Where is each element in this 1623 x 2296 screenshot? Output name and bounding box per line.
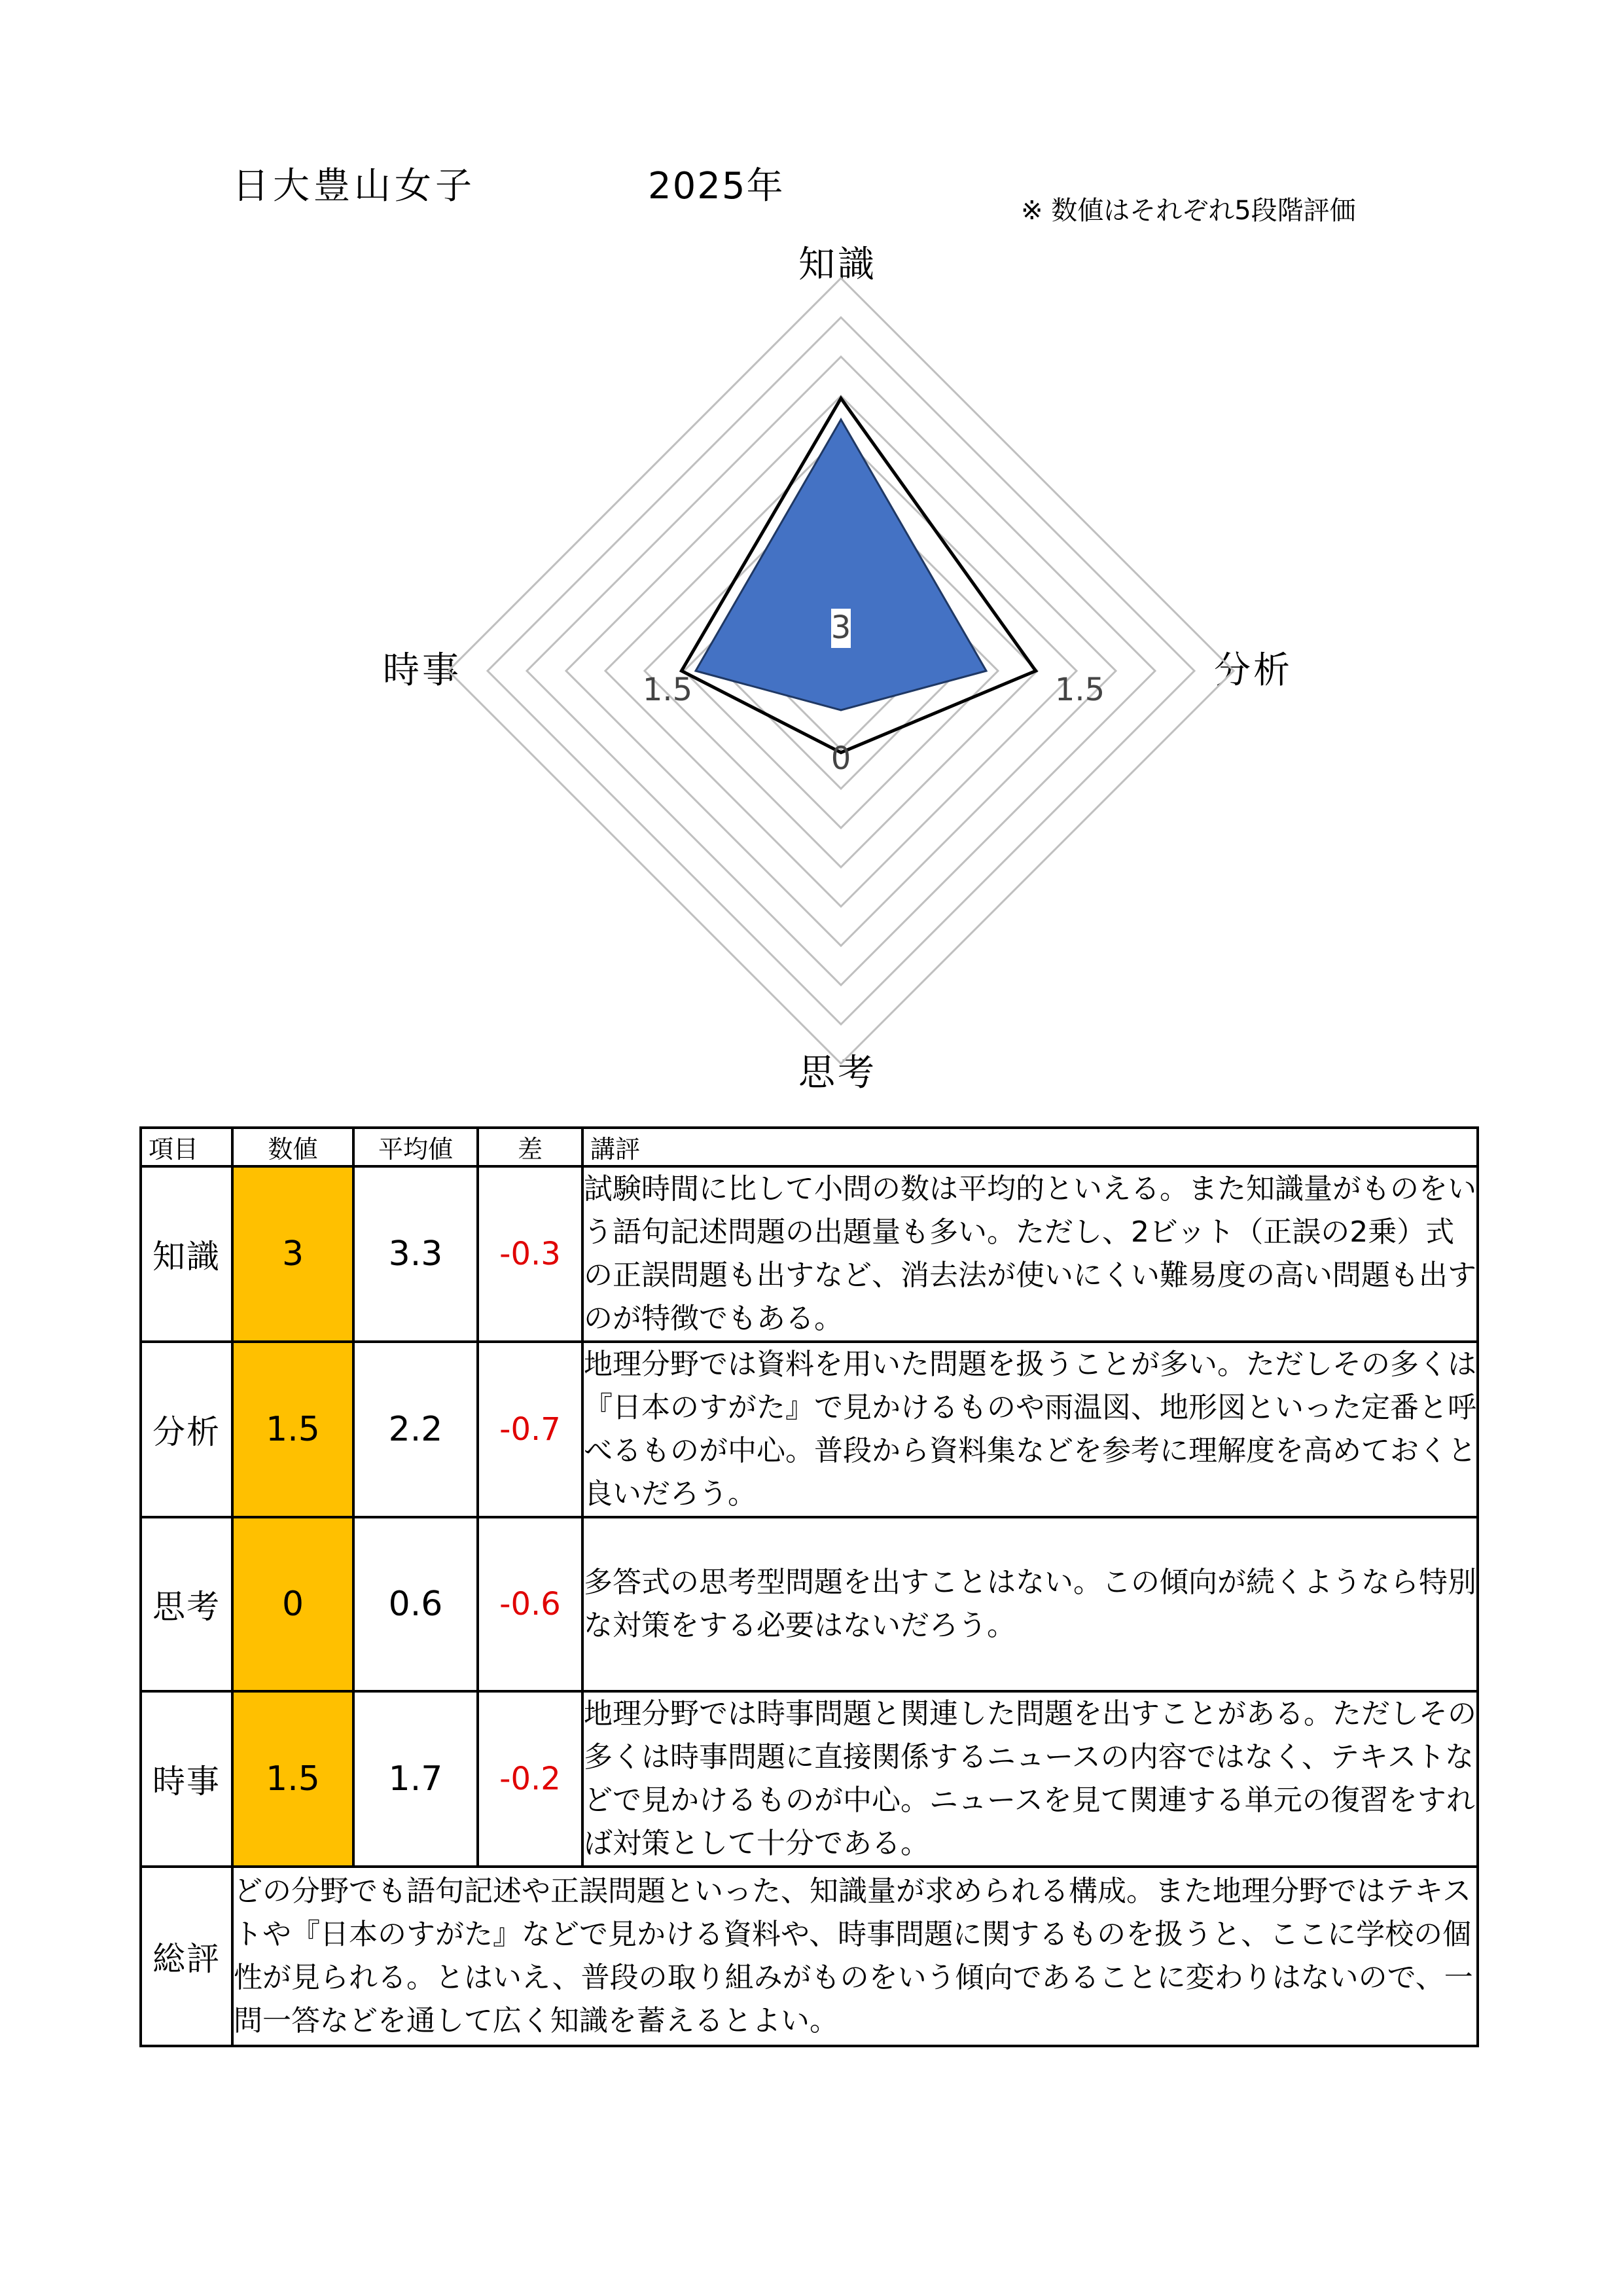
school-name: 日大豊山女子 xyxy=(232,165,476,207)
axis-label-analysis: 分析 xyxy=(1214,649,1293,692)
row-item: 時事 xyxy=(141,1691,232,1867)
header-comment: 講評 xyxy=(582,1128,1478,1166)
header-difference: 差 xyxy=(478,1128,582,1166)
summary-text: どの分野でも語句記述や正誤問題といった、知識量が求められる構成。また地理分野ではテキストや『日本のすがた』などで見かける資料や、時事問題に関するものを扱うと、ここに学校の個性が見られる。とはいえ、普段の取り組みがものをいう傾向であることに変わりはないので、一問一答などを通して広く知識を蓄えるとよい。 xyxy=(232,1867,1478,2046)
row-score: 3 xyxy=(232,1166,353,1342)
table-row xyxy=(141,1691,1478,1867)
row-difference: -0.7 xyxy=(478,1342,582,1517)
exam-year: 2025年 xyxy=(648,165,785,207)
row-comment: 試験時間に比して小問の数は平均的といえる。また知識量がものをいう語句記述問題の出題量も多い。ただし、2ビット（正誤の2乗）式の正誤問題も出すなど、消去法が使いにくい難易度の高い問題も出すのが特徴でもある。 xyxy=(582,1166,1478,1342)
row-comment: 地理分野では時事問題と関連した問題を出すことがある。ただしその多くは時事問題に直接関係するニュースの内容ではなく、テキストなどで見かけるものが中心。ニュースを見て関連する単元の復習をすれば対策として十分である。 xyxy=(582,1691,1478,1867)
table-header-row xyxy=(141,1128,1478,1166)
row-score: 1.5 xyxy=(232,1691,353,1867)
score-area xyxy=(696,420,986,710)
row-average: 1.7 xyxy=(353,1691,478,1867)
row-comment: 地理分野では資料を用いた問題を扱うことが多い。ただしその多くは『日本のすがた』で見かけるものや雨温図、地形図といった定番と呼べるものが中心。普段から資料集などを参考に理解度を高めておくと良いだろう。 xyxy=(582,1342,1478,1517)
summary-row xyxy=(141,1867,1478,2046)
tick-label-left: 1.5 xyxy=(642,672,693,708)
summary-label: 総評 xyxy=(141,1867,232,2046)
axis-label-knowledge: 知識 xyxy=(798,243,877,286)
header-item: 項目 xyxy=(141,1128,232,1166)
row-average: 0.6 xyxy=(353,1517,478,1691)
axis-label-current-affairs: 時事 xyxy=(383,649,461,692)
row-item: 知識 xyxy=(141,1166,232,1342)
axis-label-thinking: 思考 xyxy=(798,1052,877,1094)
row-average: 3.3 xyxy=(353,1166,478,1342)
evaluation-table xyxy=(139,1126,1479,2047)
tick-label-top: 3 xyxy=(830,609,851,646)
tick-label-right: 1.5 xyxy=(1054,672,1105,708)
table-row xyxy=(141,1166,1478,1342)
row-difference: -0.6 xyxy=(478,1517,582,1691)
table-row xyxy=(141,1342,1478,1517)
table-row xyxy=(141,1517,1478,1691)
header-score: 数値 xyxy=(232,1128,353,1166)
row-average: 2.2 xyxy=(353,1342,478,1517)
row-difference: -0.2 xyxy=(478,1691,582,1867)
rating-note: ※ 数値はそれぞれ5段階評価 xyxy=(1021,196,1356,226)
row-item: 分析 xyxy=(141,1342,232,1517)
row-comment: 多答式の思考型問題を出すことはない。この傾向が続くようなら特別な対策をする必要はないだろう。 xyxy=(582,1517,1478,1691)
tick-label-bottom: 0 xyxy=(830,740,851,777)
row-item: 思考 xyxy=(141,1517,232,1691)
row-score: 1.5 xyxy=(232,1342,353,1517)
row-difference: -0.3 xyxy=(478,1166,582,1342)
radar-chart xyxy=(0,216,1623,1100)
header-average: 平均値 xyxy=(353,1128,478,1166)
row-score: 0 xyxy=(232,1517,353,1691)
